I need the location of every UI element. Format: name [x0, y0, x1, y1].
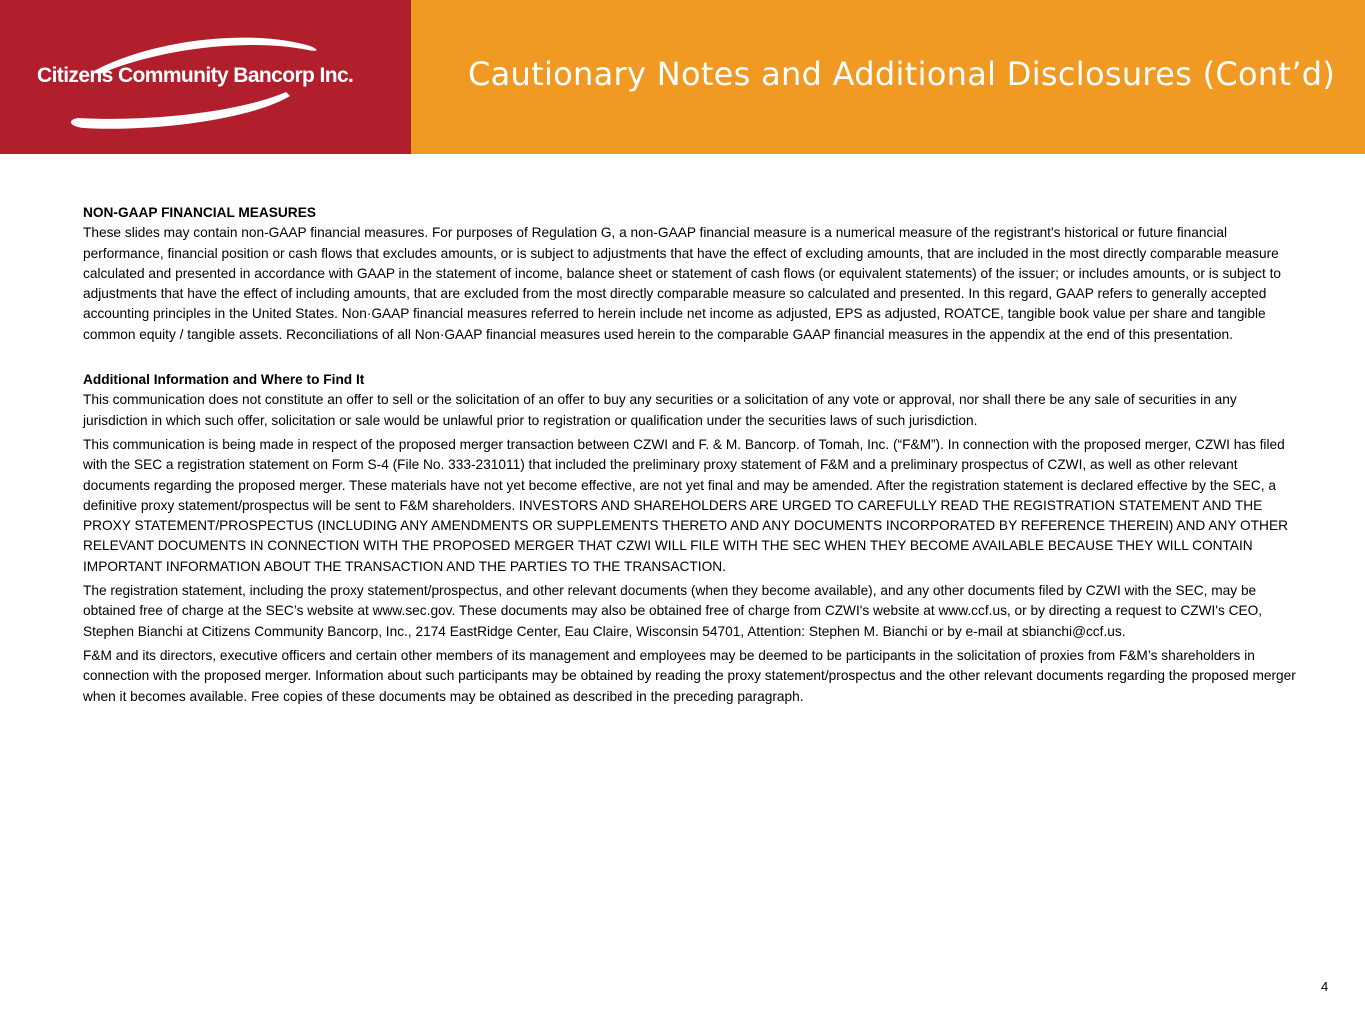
paragraph: F&M and its directors, executive officers and certain other members of its management and employees may be deemed to be participants in the solicitation of proxies from F&M’s shareholders in connection with the proposed merger. Information about such participants may be obtained by reading the proxy statement/prospectus and the other relevant documents regarding the proposed merger when it becomes available. Free copies of these documents may be obtained as described in the preceding paragraph.	[83, 647, 1296, 704]
paragraph: This communication is being made in respect of the proposed merger transaction between CZWI and F. & M. Bancorp. of Tomah, Inc. (“F&M”). In connection with the proposed merger, CZWI has filed with the SEC a registration statement on Form S-4 (File No. 333-231011) that included the preliminary proxy statement of F&M and a preliminary prospectus of CZWI, as well as other relevant documents regarding the proposed merger. These materials have not yet become effective, are not yet final and may be amended. After the registration statement is declared effective by the SEC, a definitive proxy statement/prospectus will be sent to F&M shareholders. INVESTORS AND SHAREHOLDERS ARE URGED TO CAREFULLY READ THE REGISTRATION STATEMENT AND THE PROXY STATEMENT/PROSPECTUS (INCLUDING ANY AMENDMENTS OR SUPPLEMENTS THERETO AND ANY DOCUMENTS INCORPORATED BY REFERENCE THEREIN) AND ANY OTHER RELEVANT DOCUMENTS IN CONNECTION WITH THE PROPOSED MERGER THAT CZWI WILL FILE WITH THE SEC WHEN THEY BECOME AVAILABLE BECAUSE THEY WILL CONTAIN IMPORTANT INFORMATION ABOUT THE TRANSACTION AND THE PARTIES TO THE TRANSACTION.	[83, 436, 1288, 574]
section-heading: NON-GAAP FINANCIAL MEASURES	[83, 205, 316, 220]
section-spacer	[83, 349, 1298, 370]
company-logo-text: Citizens Community Bancorp Inc.	[37, 64, 354, 87]
page-number: 4	[1321, 979, 1329, 994]
section-non-gaap	[83, 203, 1298, 345]
section-additional-information	[83, 370, 1298, 707]
paragraph: This communication does not constitute an offer to sell or the solicitation of an offer to buy any securities or a solicitation of any vote or approval, nor shall there be any sale of securities in any jurisdiction in which such offer, solicitation or sale would be unlawful prior to registration or qualification under the securities laws of such jurisdiction.	[83, 392, 1237, 428]
slide-header	[0, 0, 1365, 154]
section-heading: Additional Information and Where to Find It	[83, 372, 365, 388]
disclosure-body	[83, 203, 1298, 711]
page-title: Cautionary Notes and Additional Disclosures (Cont’d)	[468, 55, 1336, 93]
logo-panel	[0, 0, 411, 154]
paragraph: The registration statement, including the proxy statement/prospectus, and other relevant documents (when they become available), and any other documents filed by CZWI with the SEC, may be obtained free of charge at the SEC’s website at www.sec.gov. These documents may also be obtained free of charge from CZWI's website at www.ccf.us, or by directing a request to CZWI's CEO, Stephen Bianchi at Citizens Community Bancorp, Inc., 2174 EastRidge Center, Eau Claire, Wisconsin 54701, Attention: Stephen M. Bianchi or by e-mail at sbianchi@ccf.us.	[83, 583, 1263, 639]
paragraph: These slides may contain non-GAAP financial measures. For purposes of Regulation G, a non-GAAP financial measure is a numerical measure of the registrant's historical or future financial performance, financial position or cash flows that excludes amounts, or is subject to adjustments that have the effect of excluding amounts, that are included in the most directly comparable measure calculated and presented in accordance with GAAP in the statement of income, balance sheet or statement of cash flows (or equivalent statements) of the issuer; or includes amounts, or is subject to adjustments that have the effect of including amounts, that are excluded from the most directly comparable measure so calculated and presented. In this regard, GAAP refers to generally accepted accounting principles in the United States. Non·GAAP financial measures referred to herein include net income as adjusted, EPS as adjusted, ROATCE, tangible book value per share and tangible common equity / tangible assets. Reconciliations of all Non·GAAP financial measures used herein to the comparable GAAP financial measures in the appendix at the end of this presentation.	[83, 225, 1282, 342]
